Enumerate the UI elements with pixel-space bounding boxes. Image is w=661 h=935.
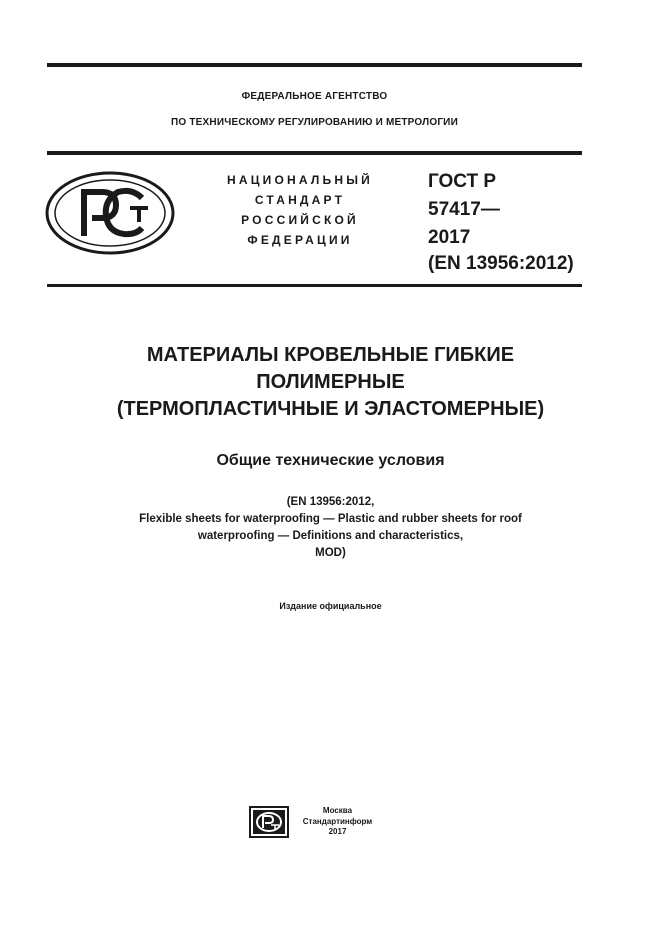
document-title-line: ПОЛИМЕРНЫЕ	[256, 371, 405, 393]
agency-name-line1: ФЕДЕРАЛЬНОЕ АГЕНТСТВО	[241, 91, 388, 102]
standartinform-logo-icon	[249, 806, 289, 838]
publisher-block	[290, 806, 385, 838]
agency-name-line2: ПО ТЕХНИЧЕСКОМУ РЕГУЛИРОВАНИЮ И МЕТРОЛОГИИ	[171, 117, 458, 128]
gost-number: 57417—	[428, 199, 500, 220]
gost-en-reference: (EN 13956:2012)	[428, 253, 574, 274]
block-rule	[47, 284, 582, 287]
edition-label: Издание официальное	[279, 601, 382, 611]
header-rule	[47, 151, 582, 155]
reference-line: MOD)	[315, 547, 346, 559]
reference-line: Flexible sheets for waterproofing — Plastic and rubber sheets for roof	[139, 513, 522, 525]
reference-line: waterproofing — Definitions and characteristics,	[197, 530, 464, 542]
national-standard-line: СТАНДАРТ	[254, 193, 346, 207]
gost-label: ГОСТ Р	[428, 171, 497, 192]
document-title-line: (ТЕРМОПЛАСТИЧНЫЕ И ЭЛАСТОМЕРНЫЕ)	[116, 398, 545, 420]
national-standard-line: РОССИЙСКОЙ	[241, 213, 359, 227]
publisher-name: Стандартинформ	[302, 816, 373, 826]
reference-line: (EN 13956:2012,	[286, 496, 375, 508]
gost-r-certification-mark-icon	[44, 170, 176, 256]
publisher-city: Москва	[322, 806, 353, 815]
gost-year: 2017	[428, 227, 471, 248]
publication-year: 2017	[328, 827, 347, 836]
document-title-line: МАТЕРИАЛЫ КРОВЕЛЬНЫЕ ГИБКИЕ	[146, 344, 515, 366]
national-standard-line: НАЦИОНАЛЬНЫЙ	[226, 173, 374, 187]
top-rule	[47, 63, 582, 67]
document-subtitle: Общие технические условия	[216, 452, 445, 469]
national-standard-line: ФЕДЕРАЦИИ	[247, 233, 353, 247]
